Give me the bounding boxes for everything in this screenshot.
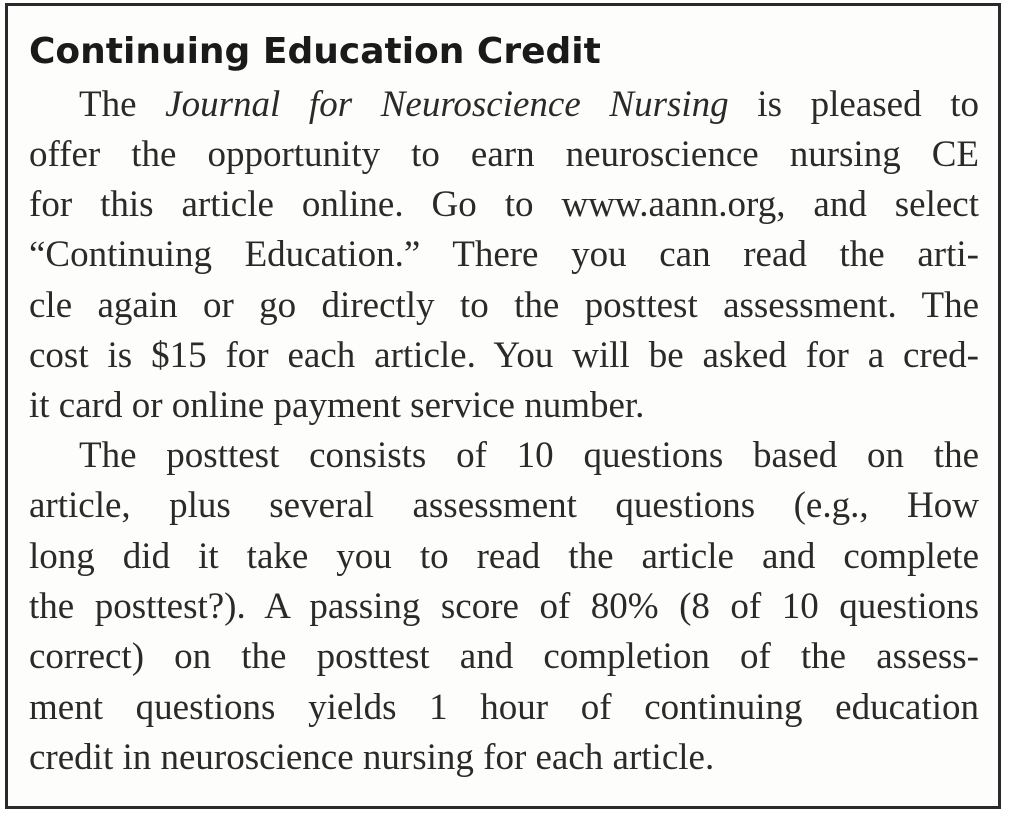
- journal-name: Journal for Neuroscience Nursing: [165, 84, 729, 125]
- paragraph2-line6: ment questions yields 1 hour of continuing education: [29, 687, 979, 728]
- paragraph2-line1: The posttest consists of 10 questions based on the: [79, 435, 979, 476]
- paragraph2-line3: long did it take you to read the article and complete: [29, 536, 979, 577]
- paragraph1-line3: for this article online. Go to www.aann.org, and select: [29, 184, 979, 225]
- paragraph2-line7: credit in neuroscience nursing for each article.: [29, 737, 715, 778]
- paragraph1-line6: cost is $15 for each article. You will be asked for a cred-: [29, 335, 979, 376]
- paragraph2-line5: correct) on the posttest and completion of the assess-: [29, 636, 979, 677]
- paragraph1-line1-end: is pleased to: [728, 84, 980, 125]
- paragraph1-line2: offer the opportunity to earn neuroscience nursing CE: [29, 134, 979, 175]
- paragraph1-line1-start: The: [79, 84, 166, 125]
- paragraph1-line4: “Continuing Education.” There you can read the arti-: [29, 234, 979, 275]
- box-title: Continuing Education Credit: [29, 31, 601, 72]
- paragraph2-line4: the posttest?). A passing score of 80% (8 of 10 questions: [29, 586, 979, 627]
- paragraph1-line5: cle again or go directly to the posttest assessment. The: [29, 285, 979, 326]
- paragraph1-line7: it card or online payment service number.: [29, 385, 645, 426]
- paragraph2-line2: article, plus several assessment questions (e.g., How: [29, 485, 979, 526]
- paragraph1-line1: [79, 80, 979, 130]
